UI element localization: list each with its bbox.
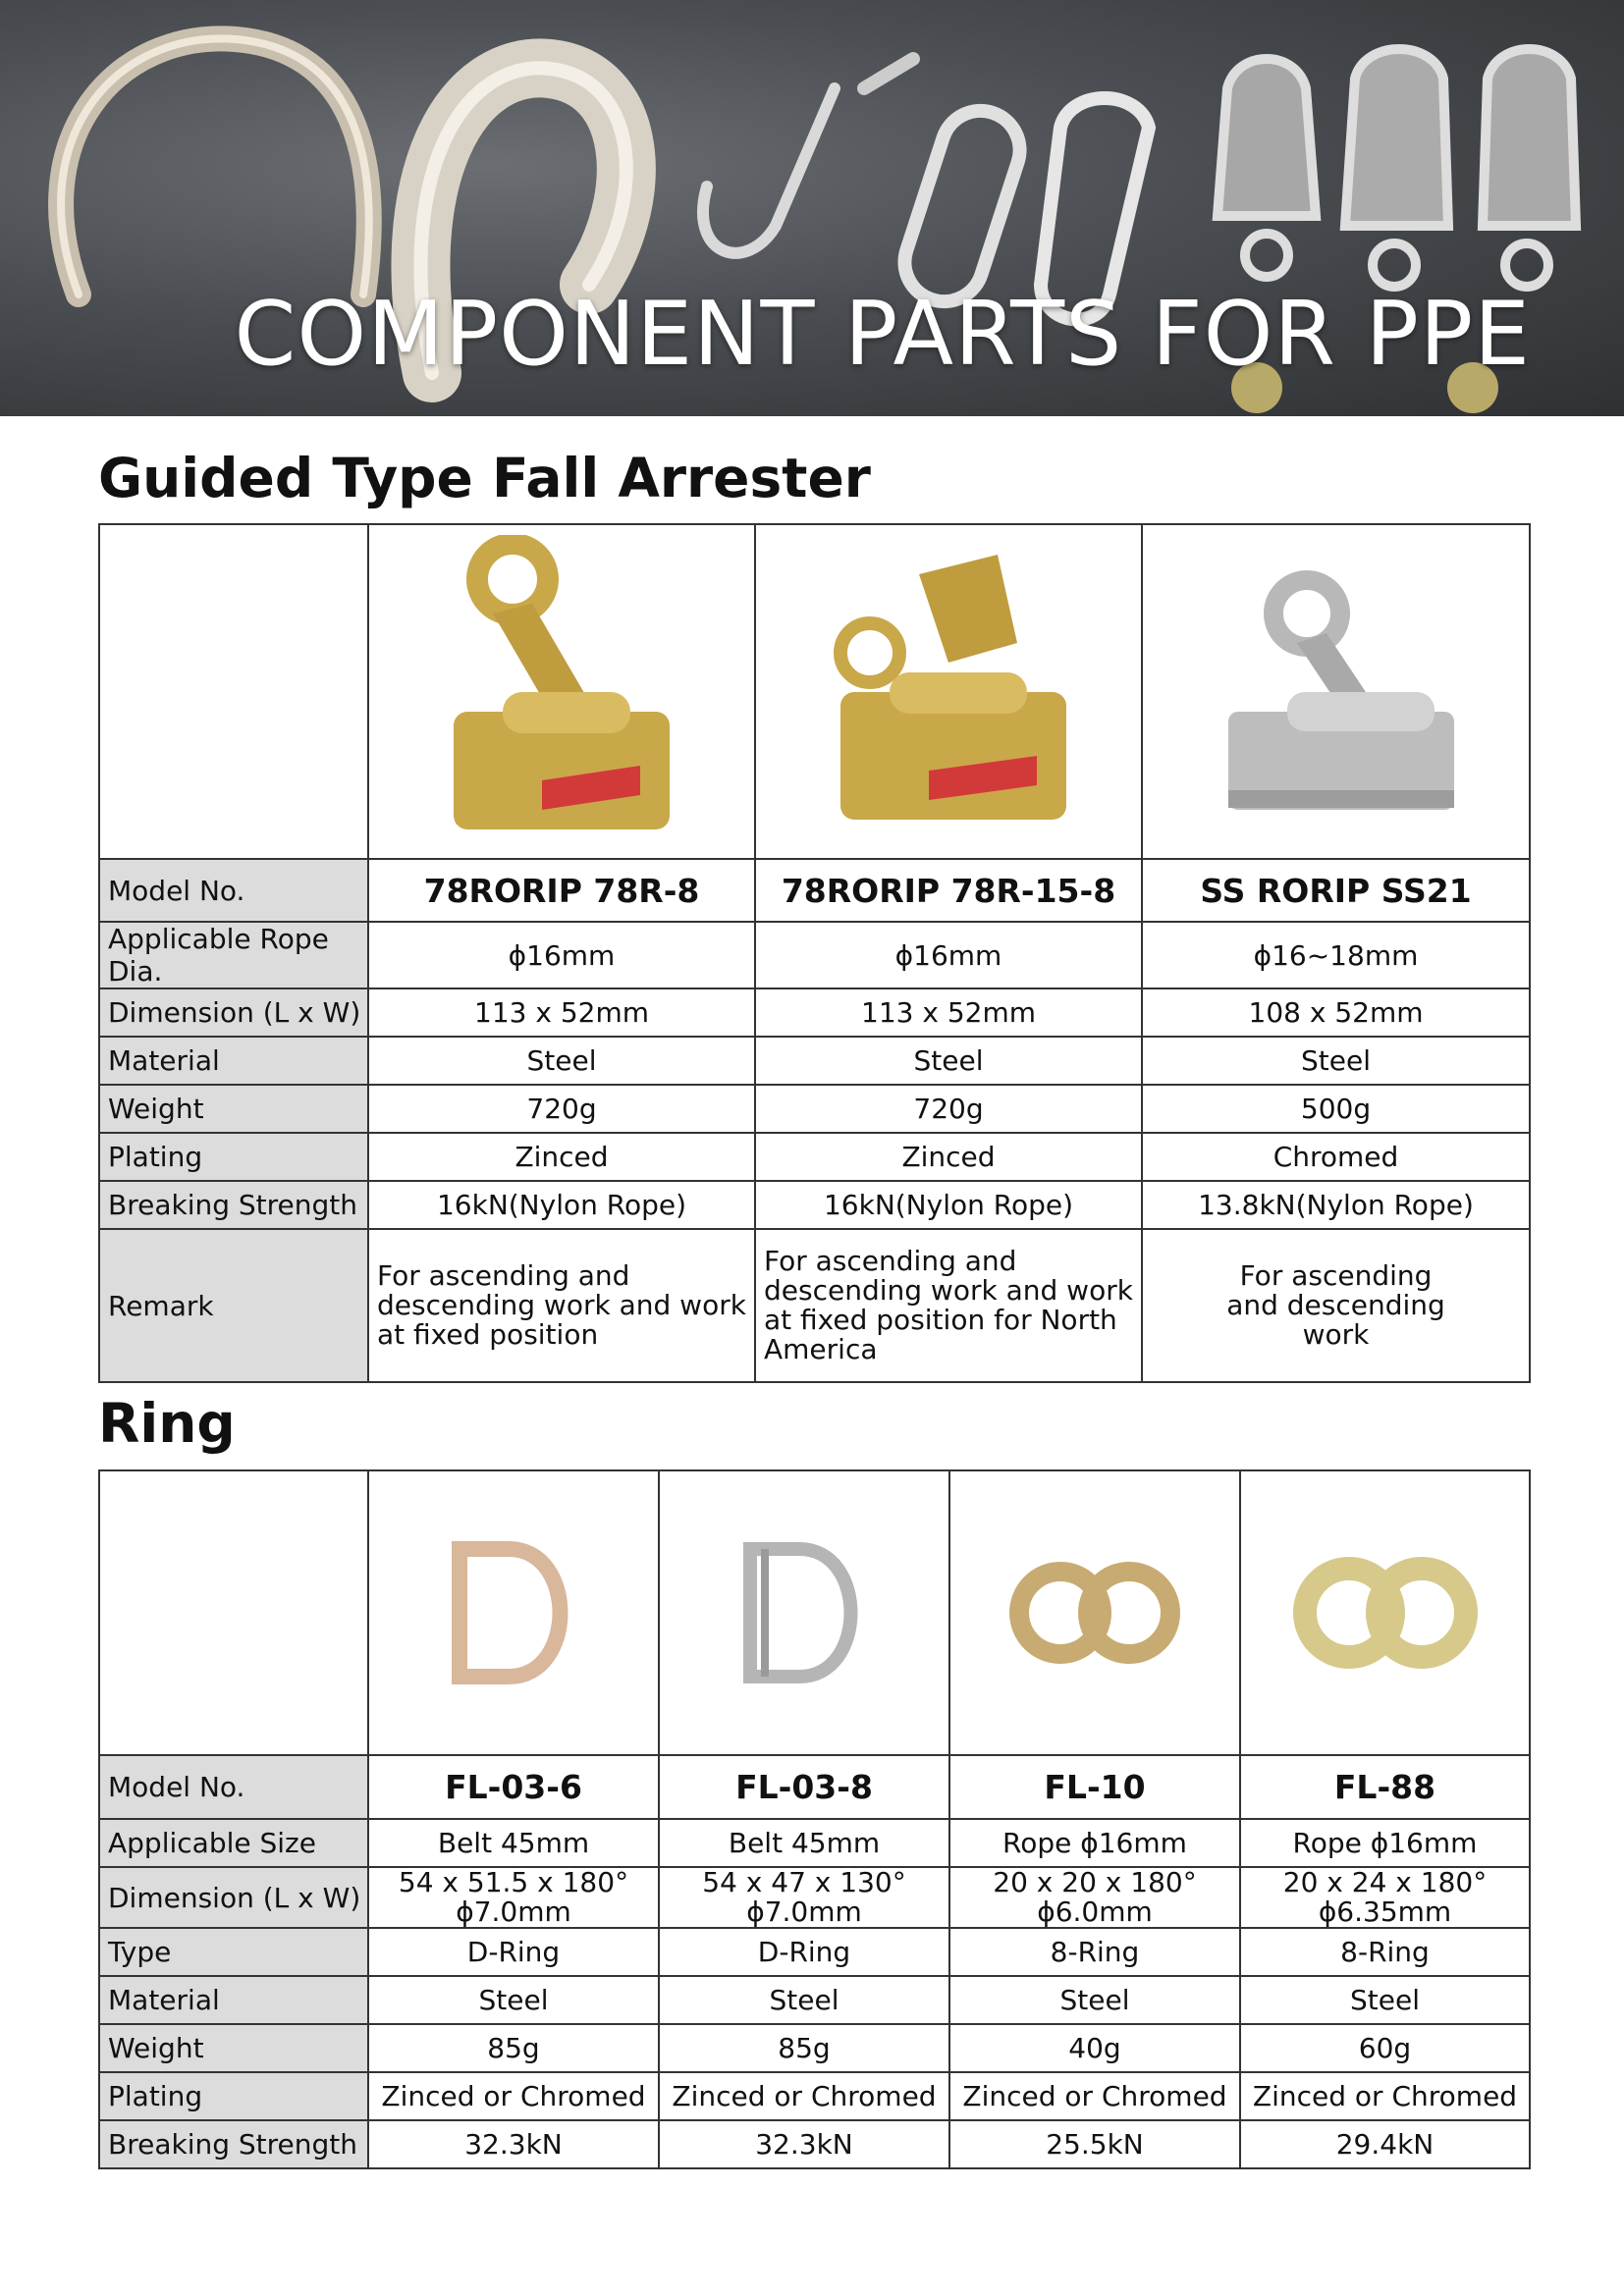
table-cell: Zinced or Chromed [659, 2072, 949, 2120]
table-row [99, 1037, 1530, 1085]
table-cell: ϕ16~18mm [1142, 922, 1530, 988]
fall-arrester-78r-15-8-image [801, 535, 1096, 849]
table-row [99, 1229, 1530, 1382]
row-label: Breaking Strength [99, 2120, 368, 2168]
table-row [99, 2072, 1530, 2120]
dimension-line: 54 x 51.5 x 180° [398, 1867, 629, 1898]
product-image-cell [755, 524, 1142, 859]
row-label: Applicable Size [99, 1819, 368, 1867]
table-cell: 25.5kN [949, 2120, 1240, 2168]
table-cell: Steel [368, 1037, 755, 1085]
table-cell: Steel [368, 1976, 659, 2024]
table-cell: 108 x 52mm [1142, 988, 1530, 1037]
table-cell [949, 1867, 1240, 1928]
table-row [99, 922, 1530, 988]
dimension-line: ϕ6.35mm [1318, 1896, 1452, 1928]
model-number: FL-88 [1240, 1755, 1530, 1819]
table-cell: Belt 45mm [659, 1819, 949, 1867]
table-cell: 32.3kN [659, 2120, 949, 2168]
table-row [99, 1976, 1530, 2024]
product-image-cell [368, 1470, 659, 1755]
row-label: Material [99, 1037, 368, 1085]
row-label: Type [99, 1928, 368, 1976]
row-label: Weight [99, 2024, 368, 2072]
table-cell: Rope ϕ16mm [949, 1819, 1240, 1867]
model-number: FL-03-8 [659, 1755, 949, 1819]
table-cell: 500g [1142, 1085, 1530, 1133]
product-image-cell [1142, 524, 1530, 859]
remark-cell: For ascending and descending work and work at fixed position for North America [755, 1229, 1142, 1382]
table-cell: 113 x 52mm [755, 988, 1142, 1037]
fall-arrester-table [98, 523, 1531, 1383]
table-cell: 32.3kN [368, 2120, 659, 2168]
row-label: Plating [99, 2072, 368, 2120]
table-cell: Steel [949, 1976, 1240, 2024]
table-cell [659, 1867, 949, 1928]
dimension-line: 20 x 20 x 180° [993, 1867, 1197, 1898]
table-cell: D-Ring [368, 1928, 659, 1976]
product-image-cell [659, 1470, 949, 1755]
row-label: Weight [99, 1085, 368, 1133]
ring-heading: Ring [98, 1392, 236, 1455]
model-number: FL-10 [949, 1755, 1240, 1819]
model-number: 78RORIP 78R-8 [368, 859, 755, 922]
table-cell: 85g [659, 2024, 949, 2072]
table-cell: Steel [659, 1976, 949, 2024]
dimension-line: ϕ7.0mm [746, 1896, 862, 1928]
image-row [99, 524, 1530, 859]
table-cell: Steel [1240, 1976, 1530, 2024]
table-cell: 8-Ring [949, 1928, 1240, 1976]
table-cell: Zinced or Chromed [368, 2072, 659, 2120]
table-row [99, 1181, 1530, 1229]
image-row [99, 1470, 1530, 1755]
table-cell: 16kN(Nylon Rope) [755, 1181, 1142, 1229]
header-banner [0, 0, 1624, 416]
table-cell: 29.4kN [1240, 2120, 1530, 2168]
table-row [99, 2024, 1530, 2072]
table-row [99, 859, 1530, 922]
table-cell: 8-Ring [1240, 1928, 1530, 1976]
blank-cell [99, 524, 368, 859]
remark-cell [1142, 1229, 1530, 1382]
dimension-line: 20 x 24 x 180° [1282, 1867, 1488, 1898]
table-cell: Belt 45mm [368, 1819, 659, 1867]
table-row [99, 1755, 1530, 1819]
row-label: Model No. [99, 1755, 368, 1819]
remark-text: For ascending and descending work [1226, 1259, 1445, 1351]
table-cell: ϕ16mm [368, 922, 755, 988]
table-cell: Zinced [755, 1133, 1142, 1181]
table-row [99, 1085, 1530, 1133]
table-row [99, 1867, 1530, 1928]
table-cell: Steel [1142, 1037, 1530, 1085]
dimension-line: 54 x 47 x 130° [702, 1867, 906, 1898]
table-cell: 16kN(Nylon Rope) [368, 1181, 755, 1229]
fall-arrester-heading: Guided Type Fall Arrester [98, 447, 871, 509]
dimension-line: ϕ7.0mm [456, 1896, 571, 1928]
table-row [99, 2120, 1530, 2168]
table-row [99, 1133, 1530, 1181]
blank-cell [99, 1470, 368, 1755]
table-cell: 40g [949, 2024, 1240, 2072]
model-number: SS RORIP SS21 [1142, 859, 1530, 922]
table-cell [368, 1867, 659, 1928]
table-row [99, 988, 1530, 1037]
table-cell: D-Ring [659, 1928, 949, 1976]
table-cell: Chromed [1142, 1133, 1530, 1181]
table-cell: Rope ϕ16mm [1240, 1819, 1530, 1867]
figure-8-ring-fl-10-image [997, 1529, 1193, 1696]
model-number: 78RORIP 78R-15-8 [755, 859, 1142, 922]
dimension-line: ϕ6.0mm [1037, 1896, 1153, 1928]
row-label: Dimension (L x W) [99, 1867, 368, 1928]
d-ring-fl-03-8-image [721, 1529, 888, 1696]
row-label: Applicable Rope Dia. [99, 922, 368, 988]
table-row [99, 1928, 1530, 1976]
fall-arrester-78r-8-image [414, 535, 709, 849]
row-label: Plating [99, 1133, 368, 1181]
table-row [99, 1819, 1530, 1867]
table-cell: 60g [1240, 2024, 1530, 2072]
table-cell: Steel [755, 1037, 1142, 1085]
table-cell: 720g [368, 1085, 755, 1133]
row-label: Breaking Strength [99, 1181, 368, 1229]
table-cell: 720g [755, 1085, 1142, 1133]
row-label: Material [99, 1976, 368, 2024]
fall-arrester-ss21-image [1189, 545, 1484, 839]
table-cell [1240, 1867, 1530, 1928]
table-cell: 113 x 52mm [368, 988, 755, 1037]
product-image-cell [368, 524, 755, 859]
table-cell: Zinced or Chromed [1240, 2072, 1530, 2120]
row-label: Model No. [99, 859, 368, 922]
ring-table [98, 1469, 1531, 2169]
table-cell: 85g [368, 2024, 659, 2072]
model-number: FL-03-6 [368, 1755, 659, 1819]
table-cell: Zinced or Chromed [949, 2072, 1240, 2120]
table-cell: ϕ16mm [755, 922, 1142, 988]
row-label: Remark [99, 1229, 368, 1382]
banner-title: COMPONENT PARTS FOR PPE [234, 283, 1531, 386]
d-ring-fl-03-6-image [430, 1529, 597, 1696]
figure-8-ring-fl-88-image [1282, 1529, 1489, 1696]
product-image-cell [1240, 1470, 1530, 1755]
table-cell: 13.8kN(Nylon Rope) [1142, 1181, 1530, 1229]
remark-cell: For ascending and descending work and work at fixed position [368, 1229, 755, 1382]
product-image-cell [949, 1470, 1240, 1755]
row-label: Dimension (L x W) [99, 988, 368, 1037]
table-cell: Zinced [368, 1133, 755, 1181]
